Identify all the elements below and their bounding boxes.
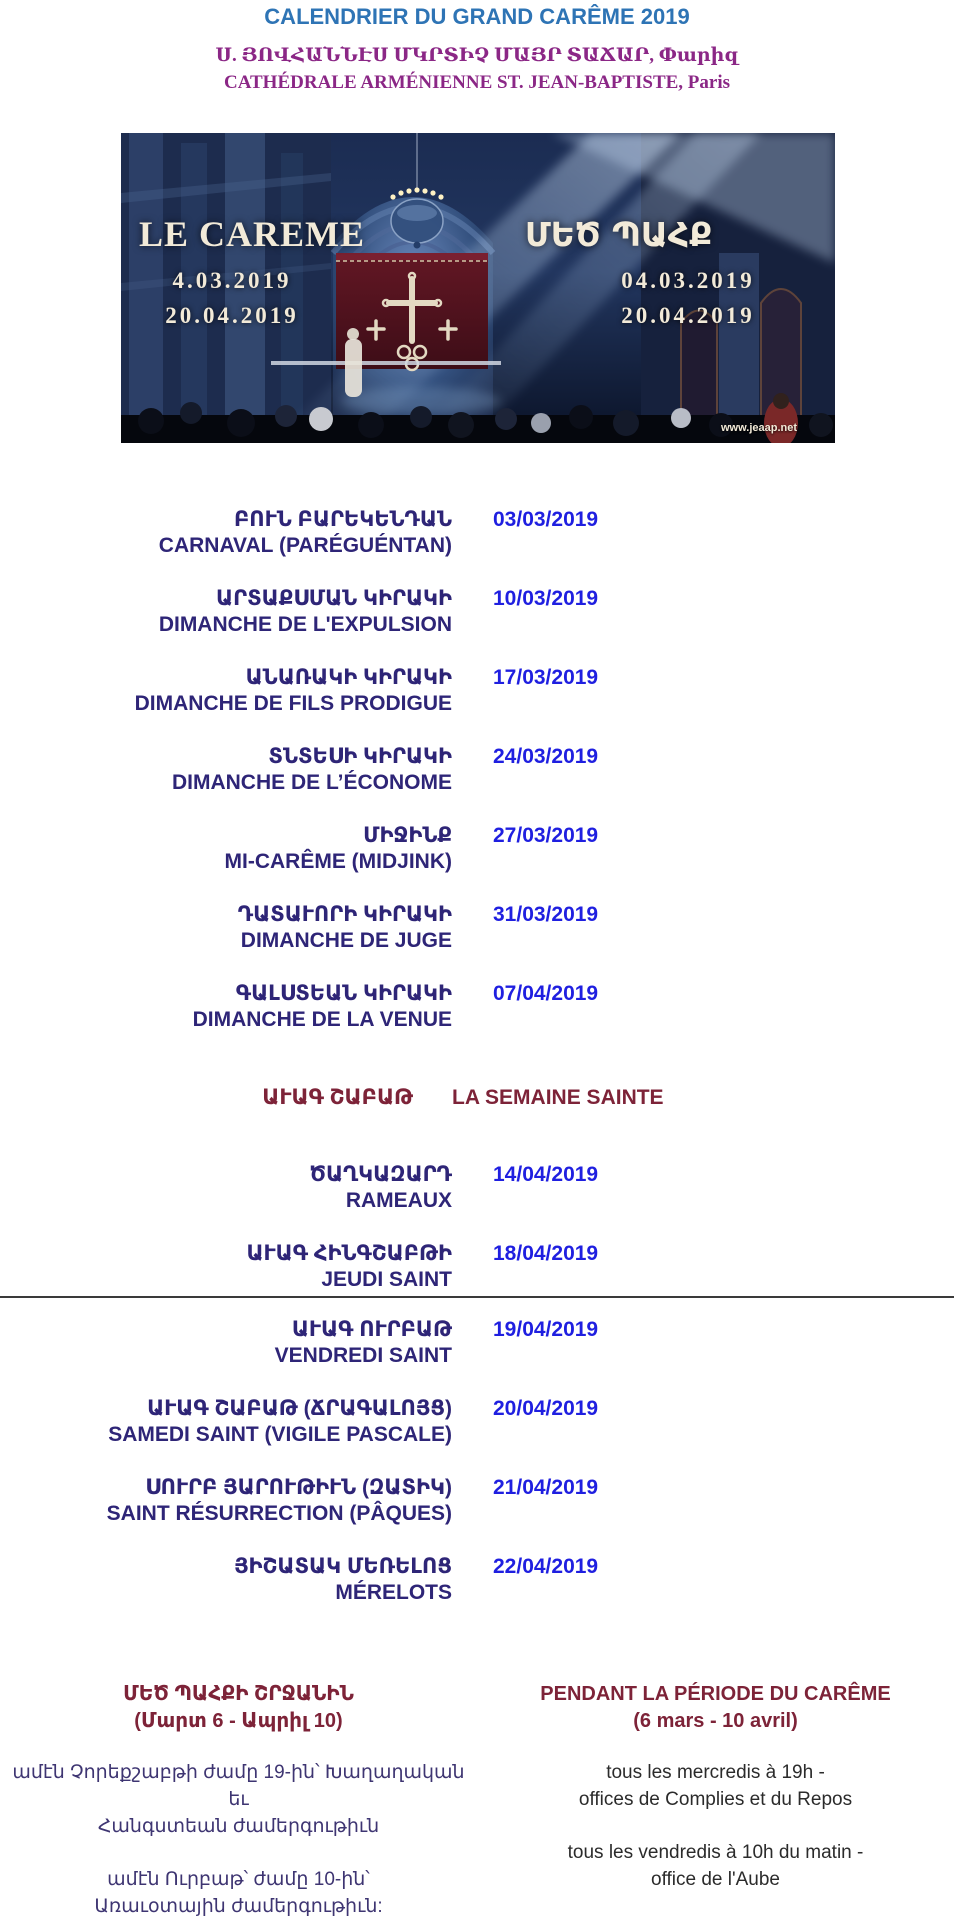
event-name-french: SAMEDI SAINT (VIGILE PASCALE) [108, 1423, 452, 1446]
schedule-item-line: tous les mercredis à 19h - [606, 1762, 825, 1783]
event-name-french: VENDREDI SAINT [274, 1344, 452, 1367]
event-row [0, 586, 954, 638]
event-name-armenian: ՍՈՒՐԲ ՅԱՐՈՒԹԻՒՆ (ԶԱՏԻԿ) [145, 1476, 452, 1499]
schedule-item-line: offices de Complies et du Repos [578, 1789, 853, 1810]
event-name-armenian: ԱՐՏԱՔՍՄԱՆ ԿԻՐԱԿԻ [216, 587, 452, 610]
event-name-armenian: ՄԻՋԻՆՔ [363, 824, 452, 847]
event-row [0, 823, 954, 875]
event-name-french: MI-CARÊME (MIDJINK) [224, 850, 452, 873]
event-row [0, 1554, 954, 1606]
event-name-armenian: ՅԻՇԱՏԱԿ ՄԵՌԵԼՈՑ [234, 1555, 452, 1578]
event-date: 03/03/2019 [493, 508, 599, 531]
schedule-item [477, 1839, 954, 1893]
event-name-armenian: ԾԱՂԿԱԶԱՐԴ [309, 1163, 452, 1186]
event-date: 20/04/2019 [493, 1397, 599, 1420]
schedule-subtitle-french: (6 mars - 10 avril) [633, 1710, 798, 1732]
event-name-armenian: ՏՆՏԵՍԻ ԿԻՐԱԿԻ [268, 745, 452, 768]
schedule-item-line: Առաւօտային ժամերգութիւն: [94, 1896, 383, 1917]
event-row [0, 744, 954, 796]
schedule-item-line: ամէն Չորեքշաբթի ժամը 19-ին՝ Խաղաղական եւ [12, 1762, 465, 1810]
page-subtitles [0, 42, 954, 96]
subtitle-armenian: Ս. ՅՈՎՀԱՆՆԷՍ ՄԿՐՏԻՉ ՄԱՅՐ ՏԱՃԱՐ, Փարիզ [215, 45, 739, 66]
banner-left-date-end: 20.04.2019 [165, 303, 299, 328]
schedule-title-armenian: ՄԵԾ ՊԱՀՔԻ ՇՐՋԱՆԻՆ [123, 1683, 354, 1705]
event-name-armenian: ԲՈՒՆ ԲԱՐԵԿԵՆԴԱՆ [233, 508, 452, 531]
holy-week-header-row [0, 1085, 954, 1111]
schedule-item-line: office de l'Aube [651, 1869, 780, 1890]
banner-right-date-start: 04.03.2019 [621, 268, 755, 293]
page-title: CALENDRIER DU GRAND CARÊME 2019 [264, 4, 690, 29]
schedule-item-line: Հանգստեան ժամերգութիւն [97, 1816, 380, 1837]
event-row [0, 665, 954, 717]
schedule-french-column [477, 1681, 954, 1920]
event-name-armenian: ԴԱՏԱՒՈՐԻ ԿԻՐԱԿԻ [237, 903, 452, 926]
schedule-item-line: tous les vendredis à 10h du matin - [567, 1842, 864, 1863]
event-date: 17/03/2019 [493, 666, 599, 689]
event-name-armenian: ԱՒԱԳ ՈՒՐԲԱԹ [291, 1318, 452, 1341]
event-name-french: CARNAVAL (PARÉGUÉNTAN) [158, 534, 452, 557]
schedule-item [0, 1759, 477, 1840]
event-name-armenian: ԱՒԱԳ ՇԱԲԱԹ (ՃՐԱԳԱԼՈՅՑ) [147, 1397, 452, 1420]
event-name-armenian: ԳԱԼՍՏԵԱՆ ԿԻՐԱԿԻ [235, 982, 452, 1005]
schedule-armenian-column [0, 1681, 477, 1920]
banner-title-armenian: ՄԵԾ ՊԱՀՔ [525, 215, 713, 254]
event-name-french: JEUDI SAINT [321, 1268, 452, 1291]
event-date: 22/04/2019 [493, 1555, 599, 1578]
photo-watermark: www.jeaap.net [721, 422, 798, 434]
event-name-french: DIMANCHE DE L’ÉCONOME [171, 771, 452, 794]
lent-schedule [0, 1681, 954, 1920]
lent-banner-image [121, 133, 835, 443]
schedule-item-line: ամէն Ուրբաթ՝ ժամը 10-ին՝ [107, 1869, 370, 1890]
holy-week-title-french: LA SEMAINE SAINTE [452, 1086, 664, 1109]
holy-week-title-armenian: ԱՒԱԳ ՇԱԲԱԹ [262, 1086, 413, 1109]
page-divider [0, 1296, 954, 1298]
event-date: 18/04/2019 [493, 1242, 599, 1265]
schedule-subtitle-armenian: (Մարտ 6 - Ապրիլ 10) [134, 1710, 343, 1732]
event-name-armenian: ԱՆԱՌԱԿԻ ԿԻՐԱԿԻ [245, 666, 452, 689]
event-date: 31/03/2019 [493, 903, 599, 926]
events-list [0, 507, 954, 1606]
event-name-french: RAMEAUX [345, 1189, 452, 1212]
event-name-french: DIMANCHE DE JUGE [240, 929, 452, 952]
event-row [0, 1396, 954, 1448]
event-row [0, 902, 954, 954]
banner-title-french: LE CAREME [139, 214, 366, 254]
event-date: 19/04/2019 [493, 1318, 599, 1341]
event-row [0, 1475, 954, 1527]
event-date: 24/03/2019 [493, 745, 599, 768]
event-name-french: MÉRELOTS [335, 1581, 452, 1604]
event-date: 27/03/2019 [493, 824, 599, 847]
banner-right-date-end: 20.04.2019 [621, 303, 755, 328]
event-row [0, 1241, 954, 1293]
event-row [0, 507, 954, 559]
event-name-french: DIMANCHE DE L'EXPULSION [158, 613, 452, 636]
event-row [0, 981, 954, 1033]
event-date: 14/04/2019 [493, 1163, 599, 1186]
event-date: 07/04/2019 [493, 982, 599, 1005]
event-row [0, 1317, 954, 1369]
banner-dates-right [603, 263, 773, 333]
event-name-french: DIMANCHE DE LA VENUE [192, 1008, 452, 1031]
banner-dates-left [147, 263, 317, 333]
event-name-french: DIMANCHE DE FILS PRODIGUE [134, 692, 452, 715]
banner-left-date-start: 4.03.2019 [172, 268, 292, 293]
event-date: 21/04/2019 [493, 1476, 599, 1499]
subtitle-french: CATHÉDRALE ARMÉNIENNE ST. JEAN-BAPTISTE, Paris [223, 72, 731, 93]
event-name-armenian: ԱՒԱԳ ՀԻՆԳՇԱԲԹԻ [246, 1242, 452, 1265]
event-date: 10/03/2019 [493, 587, 599, 610]
schedule-item [0, 1866, 477, 1920]
event-name-french: SAINT RÉSURRECTION (PÂQUES) [106, 1502, 452, 1525]
schedule-title-french: PENDANT LA PÉRIODE DU CARÊME [540, 1683, 891, 1705]
schedule-item [477, 1759, 954, 1813]
event-row [0, 1162, 954, 1214]
